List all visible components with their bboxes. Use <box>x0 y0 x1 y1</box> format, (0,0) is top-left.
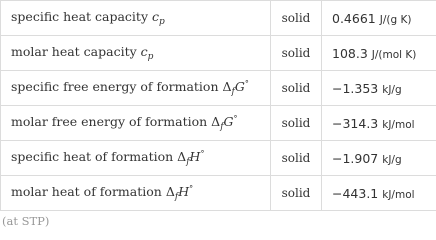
phase-state: solid <box>271 106 322 141</box>
table-row <box>1 71 436 106</box>
phase-state: solid <box>271 71 322 106</box>
property-name: specific free energy of formation $\Delta_fG^\circ$ <box>1 71 271 106</box>
table-row <box>1 176 436 211</box>
property-value: −1.353 kJ/g <box>322 71 436 106</box>
phase-state: solid <box>271 176 322 211</box>
property-name: specific heat capacity $c_p$ <box>1 1 271 36</box>
property-value: 108.3 J/(mol K) <box>322 36 436 71</box>
property-value: −443.1 kJ/mol <box>322 176 436 211</box>
phase-state: solid <box>271 1 322 36</box>
property-value: −1.907 kJ/g <box>322 141 436 176</box>
table-row <box>1 36 436 71</box>
property-name: specific heat of formation $\Delta_fH^\circ$ <box>1 141 271 176</box>
property-value: −314.3 kJ/mol <box>322 106 436 141</box>
table-row <box>1 1 436 36</box>
phase-state: solid <box>271 141 322 176</box>
table-row <box>1 106 436 141</box>
footnote: (at STP) <box>2 214 50 228</box>
phase-state: solid <box>271 36 322 71</box>
property-name: molar heat of formation $\Delta_fH^\circ$ <box>1 176 271 211</box>
property-name: molar free energy of formation $\Delta_fG^\circ$ <box>1 106 271 141</box>
property-value: 0.4661 J/(g K) <box>322 1 436 36</box>
table-row <box>1 141 436 176</box>
property-name: molar heat capacity $c_p$ <box>1 36 271 71</box>
